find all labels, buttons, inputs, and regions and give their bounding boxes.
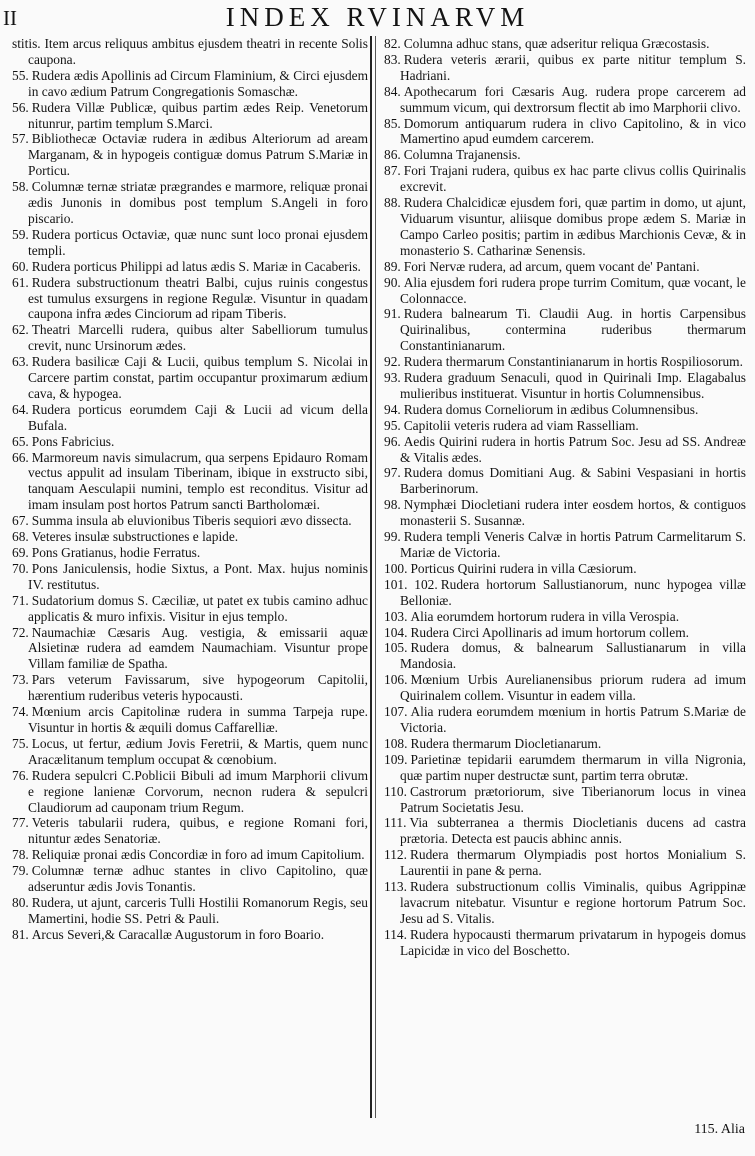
entry-text: Aedis Quirini rudera in hortis Patrum Soc. Jesu ad SS. Andreæ & Vitalis ædes. [400, 433, 746, 465]
entry-number: 97. [384, 465, 401, 481]
index-entry [12, 768, 368, 816]
index-entry [384, 163, 746, 195]
entry-text: Domorum antiquarum rudera in clivo Capitolino, & in vico Mamertino apud eumdem carcerem. [400, 115, 746, 147]
entry-text: Rudera thermarum Diocletianarum. [410, 735, 602, 751]
entry-text: Rudera thermarum Olympiadis post hortos Monialium S. Laurentii in pane & perna. [400, 847, 746, 879]
entry-number: 61. [12, 274, 29, 290]
entry-number: 64. [12, 401, 29, 417]
entry-text: Rudera domus, & balnearum Sallustianarum in villa Mandosia. [400, 640, 746, 672]
index-entry [12, 275, 368, 323]
entry-text: Porticus Quirini rudera in villa Cæsiorum. [410, 560, 637, 576]
entry-text: Rudera porticus eorumdem Caji & Lucii ad vicum della Bufala. [28, 401, 368, 433]
index-entry [12, 179, 368, 227]
entry-number: 76. [12, 767, 29, 783]
entry-number: 78. [12, 847, 29, 863]
entry-text: Castrorum prætoriorum, sive Tiberianorum locus in vinea Patrum Societatis Jesu. [400, 783, 746, 815]
entry-number: 107. [384, 704, 408, 720]
index-entry [12, 322, 368, 354]
entry-number: 108. [384, 735, 408, 751]
entry-number: 58. [12, 179, 29, 195]
entry-text: Rudera, ut ajunt, carceris Tulli Hostilii Romanorum Regis, seu Mamertini, hodie SS. Petri & Pauli. [28, 894, 368, 926]
entry-text: Nymphæi Diocletiani rudera inter eosdem hortos, & contiguos monasterii S. Susannæ. [400, 497, 746, 529]
index-entry [12, 131, 368, 179]
index-entry [384, 609, 746, 625]
index-entry [384, 927, 746, 959]
entry-number: 101. 102. [384, 576, 438, 592]
entry-text: Marmoreum navis simulacrum, qua serpens Epidauro Romam vectus appulit ad insulam Tiberinam, ibique in exstructo sibi, tanquam Aesculapii numini, templo est reconditus. Visitur ad imam insulam post hortos Patrum sancti Bartholomæi. [28, 449, 368, 513]
entry-number: 62. [12, 322, 29, 338]
index-entry [384, 815, 746, 847]
index-entry [12, 736, 368, 768]
entry-number: 104. [384, 624, 408, 640]
index-entry [384, 497, 746, 529]
entry-number: 82. [384, 36, 401, 51]
entry-number: 57. [12, 131, 29, 147]
catchword: 115. Alia [694, 1122, 745, 1137]
left-column [12, 36, 368, 943]
index-entry [384, 306, 746, 354]
index-entry [384, 434, 746, 466]
entry-text: Rudera Circi Apollinaris ad imum hortorum collem. [410, 624, 689, 640]
entry-text: Rudera hortorum Sallustianorum, nunc hypogea villæ Belloniæ. [400, 576, 746, 608]
index-entry [12, 354, 368, 402]
entry-text: Rudera ædis Apollinis ad Circum Flaminium, & Circi ejusdem in cavo ædium Patrum Congregationis Somaschæ. [28, 67, 368, 99]
index-entry [12, 672, 368, 704]
index-entry [384, 116, 746, 148]
entry-text: Rudera balnearum Ti. Claudii Aug. in hortis Carpensibus Quirinalibus, contermina ruderibus thermarum Constantinianarum. [400, 306, 746, 354]
index-entry [12, 593, 368, 625]
index-entry [12, 227, 368, 259]
entry-text: Mœnium arcis Capitolinæ rudera in summa Tarpeja rupe. Visuntur in hortis & æquili domus Caffarelliæ. [28, 704, 368, 735]
index-entry [12, 545, 368, 561]
entry-number: 72. [12, 624, 29, 640]
entry-number: 110. [384, 783, 407, 799]
entry-text: Rudera Chalcidicæ ejusdem fori, quæ partim in domo, ut ajunt, Viduarum visuntur, aliisque domibus prope ædem S. Mariæ in Campo Carleo positis; partim in ædibus Marchionis Cevæ, & in monasterio S. Catharinæ Senensis. [400, 195, 746, 258]
entry-text: Rudera porticus Philippi ad latus ædis S. Mariæ in Cacaberis. [31, 258, 361, 274]
entry-number: 77. [12, 815, 29, 831]
entry-text: Rudera hypocausti thermarum privatarum in hypogeis domus Lapicidæ in vico del Boschetto. [400, 926, 746, 958]
entry-text: Rudera porticus Octaviæ, quæ nunc sunt loco pronai ejusdem templi. [28, 226, 368, 258]
entry-text: Via subterranea a thermis Diocletianis ducens ad castra prætoria. Detecta est paucis abhinc annis. [400, 815, 746, 847]
entry-number: 99. [384, 529, 401, 545]
index-entry [384, 625, 746, 641]
index-entry [384, 577, 746, 609]
entry-number: 106. [384, 672, 408, 688]
entry-number: 113. [384, 879, 407, 895]
index-entry [12, 68, 368, 100]
column-divider [370, 36, 372, 1118]
index-entry [12, 815, 368, 847]
entry-text: Theatri Marcelli rudera, quibus alter Sabelliorum tumulus crevit, nunc Ursinorum ædes. [28, 322, 368, 354]
entry-number: 70. [12, 560, 29, 576]
entry-text: Fori Nervæ rudera, ad arcum, quem vocant de' Pantani. [403, 258, 700, 274]
entry-number: 103. [384, 608, 408, 624]
index-entry [12, 704, 368, 736]
entry-text: Rudera graduum Senaculi, quod in Quirinali Imp. Elagabalus mulieribus instituerat. Visuntur in hortis Columnensibus. [400, 370, 746, 401]
entry-number: 98. [384, 497, 401, 513]
entry-text: Alia rudera eorumdem mœnium in hortis Patrum S.Mariæ de Victoria. [400, 704, 746, 735]
entry-text: Alia ejusdem fori rudera prope turrim Comitum, quæ vocant, le Colonnacce. [400, 274, 746, 306]
index-entry [12, 450, 368, 514]
index-entry [384, 84, 746, 116]
entry-number: 71. [12, 592, 29, 608]
entry-number: 91. [384, 306, 401, 322]
entry-number: 114. [384, 926, 407, 942]
entry-number: 56. [12, 99, 29, 115]
entry-text: stitis. Item arcus reliquus ambitus ejusdem theatri in recente Solis caupona. [12, 36, 368, 67]
entry-text: Pons Fabricius. [31, 433, 115, 449]
entry-text: Pons Janiculensis, hodie Sixtus, a Pont. Max. hujus nominis IV. restitutus. [28, 560, 368, 592]
entry-text: Rudera substructionum theatri Balbi, cujus ruinis congestus est tumulus exsurgens in regione Regulæ. Visuntur in quadam caupona infra ædes Cinciorum ad ripam Tiberis. [28, 274, 368, 322]
entry-number: 75. [12, 735, 29, 751]
entry-text: Rudera domus Domitiani Aug. & Sabini Vespasiani in hortis Barberinorum. [400, 465, 746, 497]
index-entry [384, 465, 746, 497]
entry-number: 81. [12, 926, 29, 942]
index-entry [384, 275, 746, 307]
index-entry [384, 259, 746, 275]
entry-number: 87. [384, 163, 401, 179]
entry-number: 105. [384, 640, 408, 656]
index-entry [384, 561, 746, 577]
entry-number: 111. [384, 815, 407, 831]
index-entry [384, 879, 746, 927]
entry-number: 79. [12, 863, 29, 879]
entry-number: 69. [12, 545, 29, 560]
index-entry [12, 847, 368, 863]
entry-number: 63. [12, 354, 29, 370]
entry-number: 67. [12, 513, 29, 529]
entry-text: Rudera Villæ Publicæ, quibus partim ædes Reip. Venetorum nitunrur, partim templum S.Marci. [28, 99, 368, 131]
entry-number: 83. [384, 51, 401, 67]
entry-number: 92. [384, 354, 401, 370]
entry-text: Apothecarum fori Cæsaris Aug. rudera prope carcerem ad summum vicum, qui dextrorsum flectit ab imo Marphorii clivo. [400, 83, 746, 115]
index-entry [384, 640, 746, 672]
entry-number: 100. [384, 560, 408, 576]
entry-text: Pars veterum Favissarum, sive hypogeorum Capitolii, hærentium ruderibus veteris hypocausti. [28, 672, 368, 704]
entry-text: Rudera substructionum collis Viminalis, quibus Agrippinæ lavacrum nitebatur. Visuntur e regione hortorum Patrum Soc. Jesu ad S. Vitalis. [400, 879, 746, 926]
entry-number: 74. [12, 704, 29, 720]
entry-text: Parietinæ tepidarii earumdem thermarum in villa Nigronia, quæ partim nuper destructæ sunt, partim terra obrutæ. [400, 751, 746, 783]
entry-text: Summa insula ab eluvionibus Tiberis sequiori ævo dissecta. [31, 513, 352, 529]
entry-number: 94. [384, 401, 401, 417]
entry-number: 89. [384, 258, 401, 274]
index-entry [12, 100, 368, 132]
entry-text: Locus, ut fertur, ædium Jovis Feretrii, & Martis, quem nunc Aracælitanum templum occupat & cœnobium. [28, 735, 368, 767]
column-divider-inner [375, 36, 376, 1118]
index-entry [384, 752, 746, 784]
entry-number: 84. [384, 83, 401, 99]
entry-text: Alia eorumdem hortorum rudera in villa Verospia. [410, 608, 680, 624]
page-number: II [3, 6, 17, 30]
entry-number: 73. [12, 672, 29, 688]
entry-text: Bibliothecæ Octaviæ rudera in ædibus Alteriorum ad aream Marganam, & in hypogeis contiguæ domus Patrum S.Mariæ in Porticu. [28, 131, 368, 179]
entry-number: 60. [12, 258, 29, 274]
entry-text: Capitolii veteris rudera ad viam Rasselliam. [403, 417, 639, 433]
entry-number: 68. [12, 529, 29, 545]
index-entry [12, 36, 368, 68]
entry-text: Columnæ ternæ adhuc stantes in clivo Capitolino, quæ adseruntur ædis Jovis Tonantis. [28, 863, 368, 895]
index-entry [384, 672, 746, 704]
entry-text: Rudera sepulcri C.Poblicii Bibuli ad imum Marphorii clivum e regione lanienæ Corvorum, necnon rudera & sepulcri Claudiorum ad cauponam trium Regum. [28, 767, 368, 815]
index-entry [12, 259, 368, 275]
entry-number: 96. [384, 433, 401, 449]
entry-text: Rudera basilicæ Caji & Lucii, quibus templum S. Nicolai in Carcere partim constat, partim occupantur proximarum ædium cava, & hypogea. [28, 354, 368, 401]
entry-number: 59. [12, 226, 29, 242]
entry-number: 65. [12, 433, 29, 449]
entry-number: 112. [384, 847, 407, 863]
entry-text: Rudera templi Veneris Calvæ in hortis Patrum Carmelitarum S. Mariæ de Victoria. [400, 529, 746, 560]
index-entry [384, 704, 746, 736]
index-entry [384, 52, 746, 84]
entry-text: Veteris tabularii rudera, quibus, e regione Romani fori, nituntur ædes Senatoriæ. [28, 815, 368, 847]
entry-text: Columnæ ternæ striatæ prægrandes e marmore, reliquæ pronai ædis Junonis in domibus post templum S.Angeli in foro piscario. [28, 179, 368, 226]
entry-number: 109. [384, 751, 408, 767]
entry-text: Sudatorium domus S. Cæciliæ, ut patet ex tubis camino adhuc applicatis & muro infixis. Visitur in ejus templo. [28, 592, 368, 624]
index-entry [12, 529, 368, 545]
index-entry [384, 147, 746, 163]
index-entry [12, 402, 368, 434]
index-entry [384, 195, 746, 259]
index-entry [12, 927, 368, 943]
index-entry [384, 370, 746, 402]
entry-text: Arcus Severi,& Caracallæ Augustorum in foro Boario. [31, 926, 325, 942]
index-entry [384, 847, 746, 879]
entry-number: 95. [384, 417, 401, 433]
entry-text: Pons Gratianus, hodie Ferratus. [31, 545, 201, 560]
index-entry [384, 402, 746, 418]
entry-text: Fori Trajani rudera, quibus ex hac parte clivus collis Quirinalis excrevit. [400, 163, 746, 195]
index-entry [12, 513, 368, 529]
index-entry [12, 863, 368, 895]
index-entry [384, 784, 746, 816]
entry-text: Veteres insulæ substructiones e lapide. [31, 529, 239, 545]
index-entry [384, 354, 746, 370]
entry-number: 90. [384, 274, 401, 290]
index-entry [384, 736, 746, 752]
entry-number: 55. [12, 67, 29, 83]
entry-number: 88. [384, 195, 401, 211]
index-entry [12, 895, 368, 927]
page-title: INDEX RVINARVM [225, 2, 530, 32]
entry-text: Columna adhuc stans, quæ adseritur reliqua Græcostasis. [403, 36, 710, 51]
entry-text: Rudera thermarum Constantinianarum in hortis Rospiliosorum. [403, 354, 743, 370]
right-column [384, 36, 746, 959]
index-entry [12, 434, 368, 450]
index-entry [384, 36, 746, 52]
entry-number: 85. [384, 115, 401, 131]
entry-text: Rudera domus Corneliorum in ædibus Columnensibus. [403, 401, 699, 417]
index-entry [12, 625, 368, 673]
entry-number: 93. [384, 370, 401, 386]
entry-text: Rudera veteris ærarii, quibus ex parte nititur templum S. Hadriani. [400, 51, 746, 83]
entry-number: 66. [12, 449, 29, 465]
entry-text: Mœnium Urbis Aurelianensibus priorum rudera ad imum Quirinalem collem. Visuntur in eadem villa. [400, 672, 746, 704]
entry-number: 86. [384, 147, 401, 163]
index-entry [12, 561, 368, 593]
entry-text: Reliquiæ pronai ædis Concordiæ in foro ad imum Capitolium. [31, 847, 365, 863]
entry-number: 80. [12, 894, 29, 910]
index-entry [384, 529, 746, 561]
entry-text: Naumachiæ Cæsaris Aug. vestigia, & emissarii aquæ Alsietinæ rudera ad eamdem Naumachiam. Visuntur prope Villam familiæ de Spatha. [28, 624, 368, 672]
index-entry [384, 418, 746, 434]
entry-text: Columna Trajanensis. [403, 147, 521, 163]
